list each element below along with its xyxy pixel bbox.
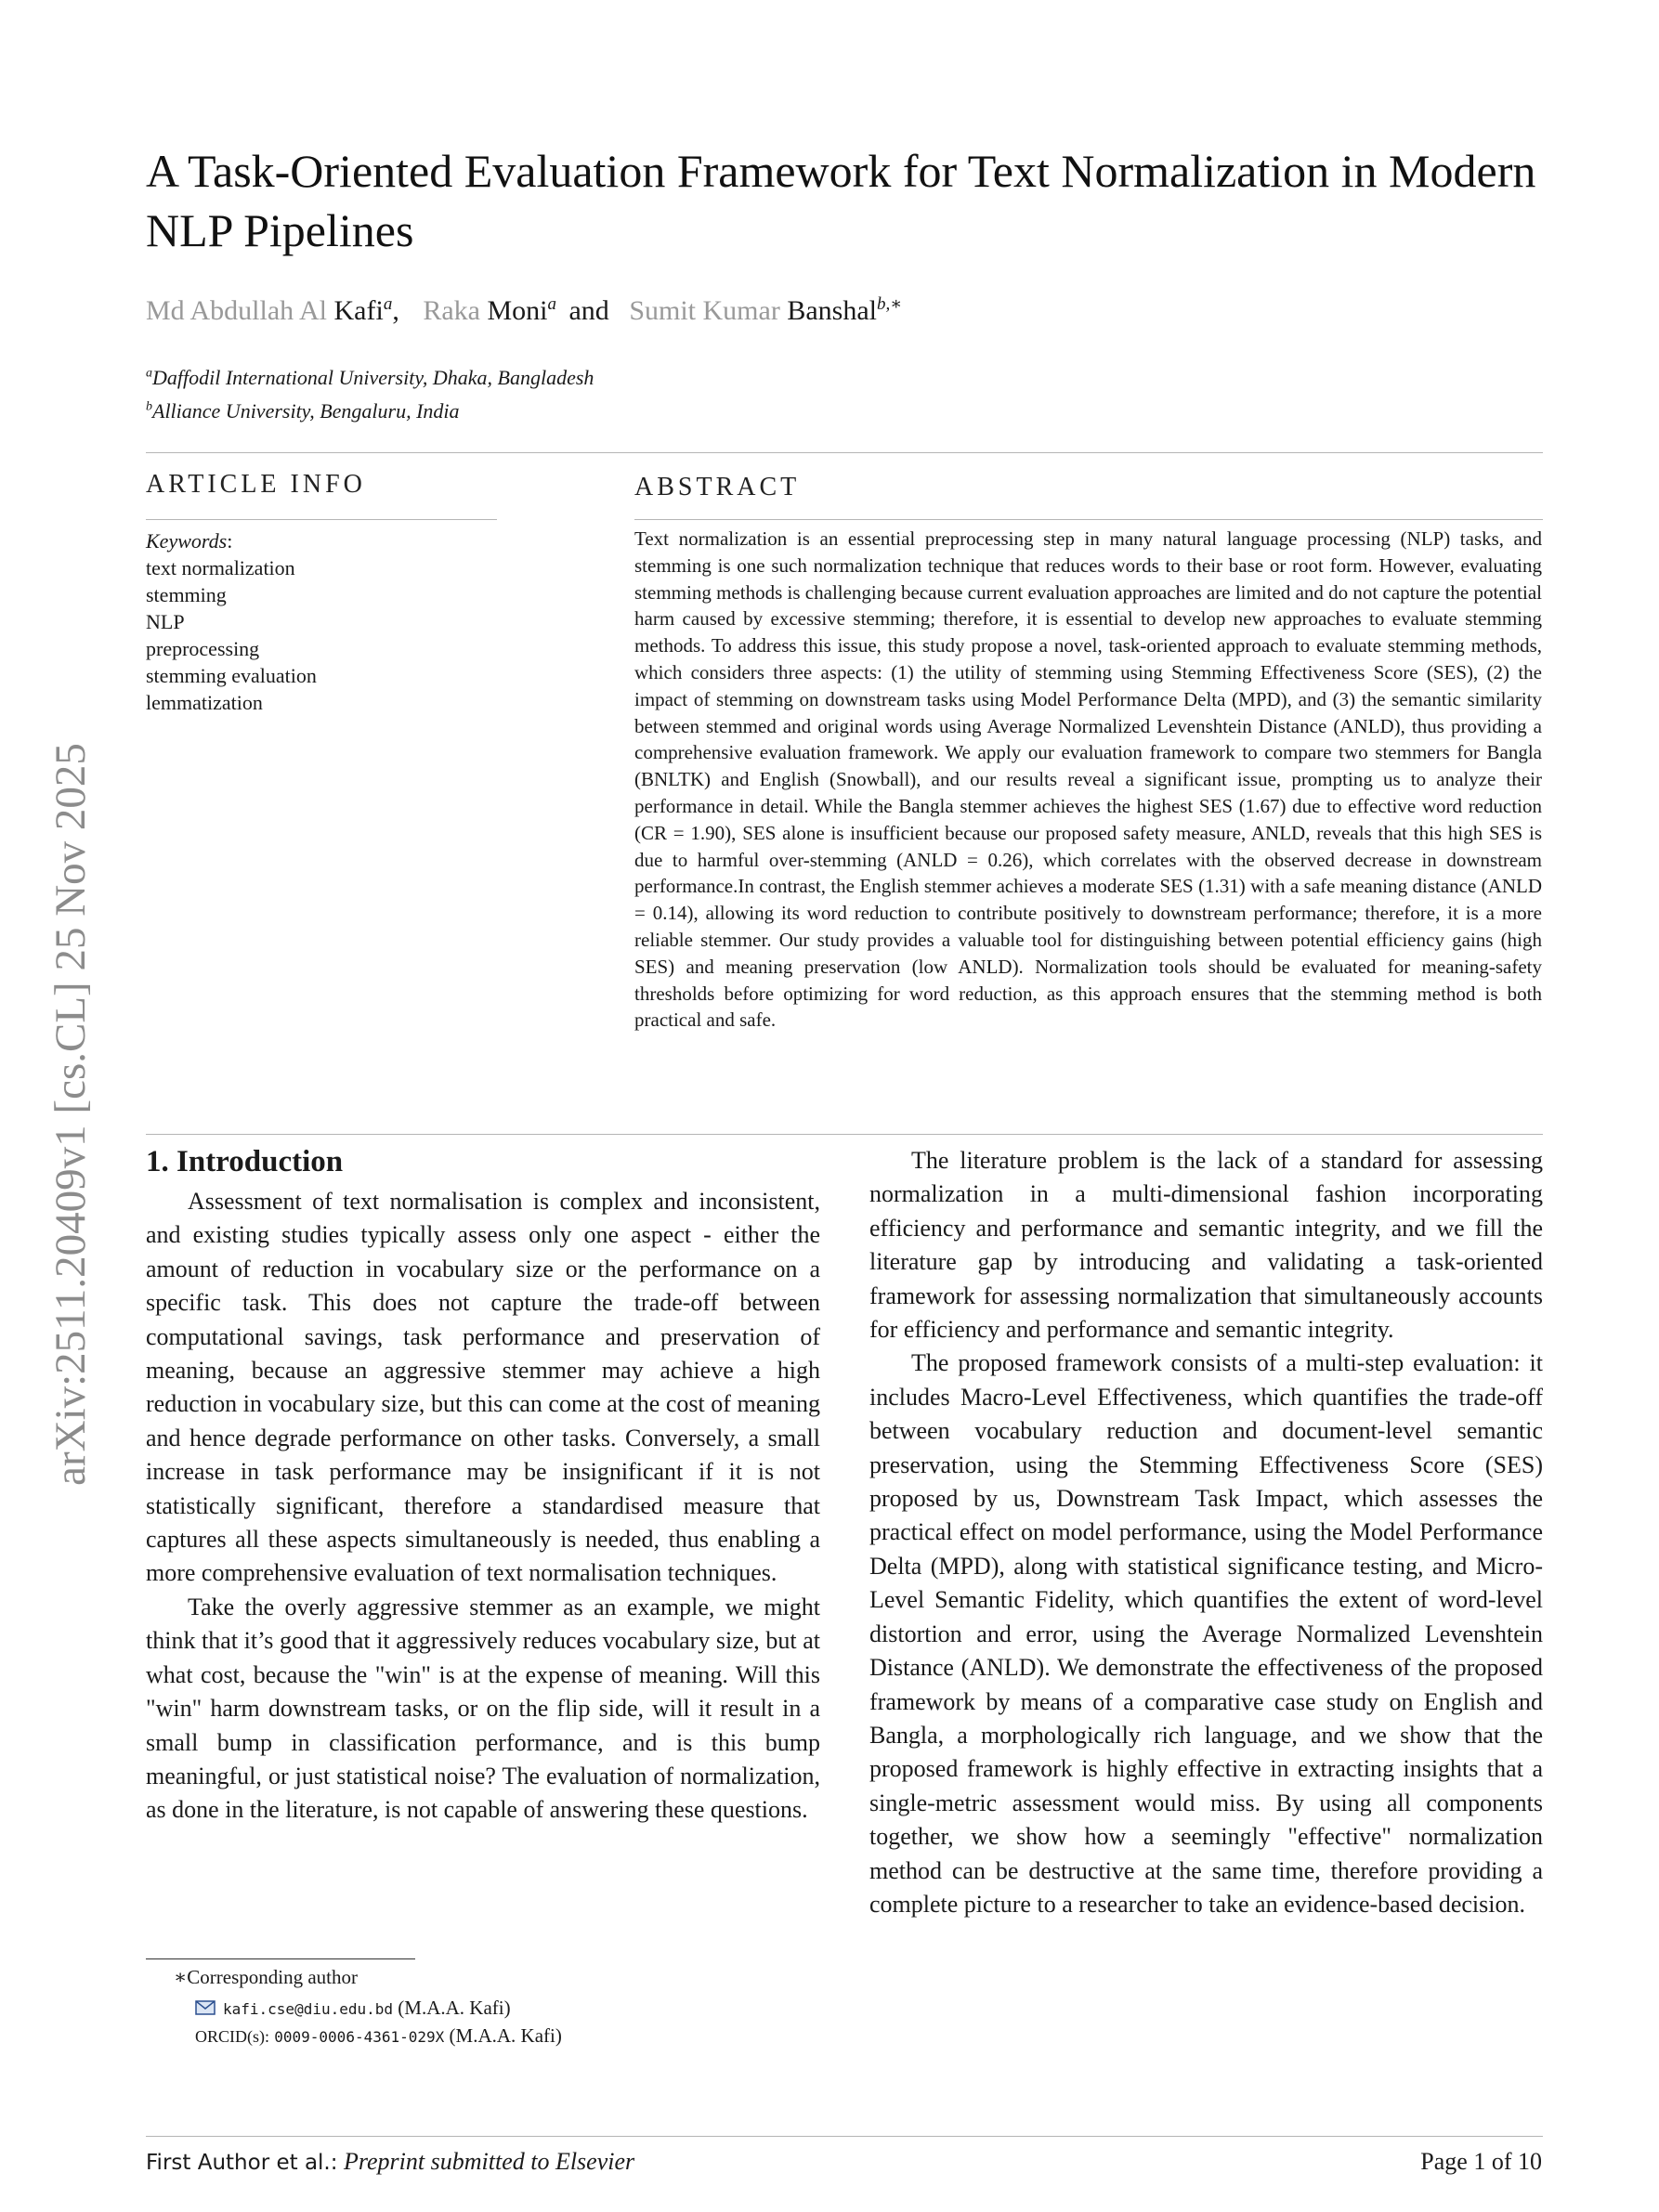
- author-family-name: Kafi: [333, 295, 384, 326]
- keyword[interactable]: stemming evaluation: [146, 664, 317, 687]
- section-heading-introduction: 1. Introduction: [146, 1145, 344, 1178]
- affiliation-mark: a: [383, 294, 393, 314]
- email-owner: (M.A.A. Kafi): [398, 1997, 511, 2019]
- footnote-email: [195, 1997, 511, 2020]
- paper-title: A Task-Oriented Evaluation Framework for Text Normalization in Modern NLP Pipelines: [146, 145, 1536, 256]
- keyword[interactable]: NLP: [146, 610, 185, 633]
- orcid-owner: (M.A.A. Kafi): [449, 2024, 562, 2047]
- keyword[interactable]: preprocessing: [146, 637, 260, 660]
- keyword[interactable]: lemmatization: [146, 691, 263, 714]
- affiliation-text: Daffodil International University, Dhaka, Bangladesh: [152, 366, 594, 389]
- footnote-corresponding: ∗Corresponding author: [174, 1966, 358, 1988]
- keywords-label: Keywords:: [146, 529, 233, 553]
- author-1[interactable]: [146, 295, 392, 326]
- author-list: Md Abdullah Al Kafi$^a$, Raka Moni$^a$ and Sumit Kumar Banshal$^{b,∗}$: [146, 294, 903, 326]
- author-given-name: Md Abdullah Al: [146, 295, 328, 326]
- envelope-icon: [195, 2000, 216, 2015]
- paragraph: The literature problem is the lack of a standard for assessing normalization in a multi-dimensional fashion incorporating efficiency and performance and semantic integrity, and we fill the literature gap by introducing and validating a task-oriented framework for assessing normalization that simultaneously accounts for efficiency and performance and semantic integrity.: [869, 1147, 1543, 1344]
- footer-left: [146, 2148, 634, 2176]
- abstract-heading: ABSTRACT: [634, 473, 801, 501]
- paragraph: Assessment of text normalisation is complex and inconsistent, and existing studies typically assess only one aspect - either the amount of reduction in vocabulary size or the performance on a specific task. This does not capture the trade-off between computational savings, task performance and preservation of meaning, because an aggressive stemmer may achieve a high reduction in vocabulary size, but this can come at the cost of meaning and hence degrade performance on other tasks. Conversely, a small increase in task performance may be insignificant if it is not statistically significant, therefore a standardised measure that captures all these aspects simultaneously is needed, thus enabling a more comprehensive evaluation of text normalisation techniques.: [146, 1188, 820, 1587]
- orcid-link[interactable]: 0009-0006-4361-029X: [274, 2028, 445, 2046]
- right-column: [869, 1144, 1543, 1921]
- author-given-name: Raka: [423, 295, 480, 326]
- paragraph: Take the overly aggressive stemmer as an example, we might think that it’s good that it aggressively reduces vocabulary size, but at what cost, because the "win" is at the expense of meaning. Will this "win" harm downstream tasks, or on the flip side, will it result in a small bump in classification performance, and is this bump meaningful, or just statistical noise? The evaluation of normalization, as done in the literature, is not capable of answering these questions.: [146, 1593, 820, 1824]
- affiliation-mark: b: [146, 399, 152, 414]
- affiliation-text: Alliance University, Bengaluru, India: [152, 399, 460, 423]
- footnote-rule: [146, 1958, 415, 1959]
- article-info-divider: [146, 519, 497, 520]
- footer-divider: [146, 2136, 1543, 2137]
- orcid-label: ORCID(s):: [195, 2027, 269, 2046]
- footer-author: First Author et al.:: [146, 2151, 338, 2175]
- header-divider: [146, 452, 1543, 453]
- paragraph: The proposed framework consists of a multi-step evaluation: it includes Macro-Level Effectiveness, which quantifies the trade-off between vocabulary reduction and document-level semantic preservation, using the Stemming Effectiveness Score (SES) proposed by us, Downstream Task Impact, which assesses the practical effect on model performance, using the Model Performance Delta (MPD), along with statistical significance testing, and Micro-Level Semantic Fidelity, which quantifies the extent of word-level distortion and error, using the Average Normalized Levenshtein Distance (ANLD). We demonstrate the effectiveness of the proposed framework by means of a comparative case study on English and Bangla, a morphologically rich language, and we show that the proposed framework is highly effective in extracting insights that a single-metric assessment would miss. By using all components together, we show how a seemingly "effective" normalization method can be destructive at the same time, therefore providing a complete picture to a researcher to take an evidence-based decision.: [869, 1349, 1543, 1918]
- abstract-text: Text normalization is an essential preprocessing step in many natural language processing (NLP) tasks, and stemming is one such normalization technique that reduces words to their base or root form. However, evaluating stemming methods is challenging because current evaluation approaches are limited and do not capture the potential harm caused by excessive stemming; therefore, it is essential to develop new approaches to evaluate stemming methods. To address this issue, this study propose a novel, task-oriented approach to evaluate stemming methods, which considers three aspects: (1) the utility of stemming using Stemming Effectiveness Score (SES), (2) the impact of stemming on downstream tasks using Model Performance Delta (MPD), and (3) the semantic similarity between stemmed and original words using Average Normalized Levenshtein Distance (ANLD), thus providing a comprehensive evaluation framework. We apply our evaluation framework to compare two stemmers for Bangla (BNLTK) and English (Snowball), and our results reveal a significant issue, prompting us to analyze their performance in detail. While the Bangla stemmer achieves the highest SES (1.67) due to effective word reduction (CR = 1.90), SES alone is insufficient because our proposed safety measure, ANLD, reveals that this high SES is due to harmful over-stemming (ANLD = 0.26), which correlates with the observed decrease in downstream performance.In contrast, the English stemmer achieves a moderate SES (1.31) with a safe meaning distance (ANLD = 0.14), allowing its word reduction to contribute positively to downstream performance; therefore, it is a more reliable stemmer. Our study provides a valuable tool for distinguishing between potential efficiency gains (high SES) and meaning preservation (low ANLD). Normalization tools should be evaluated for meaning-safety thresholds before optimizing for word reduction, as this approach ensures that the stemming method is both practical and safe.: [634, 527, 1542, 1032]
- article-info-heading: ARTICLE INFO: [146, 470, 366, 499]
- keyword[interactable]: stemming: [146, 583, 227, 606]
- affiliation-a: [146, 366, 594, 390]
- affiliation-mark: b,∗: [876, 294, 903, 314]
- abstract-divider: [634, 519, 1543, 520]
- author-3[interactable]: [629, 295, 902, 326]
- author-conjunction: and: [568, 295, 609, 326]
- abstract-bottom-divider: [146, 1134, 1543, 1135]
- affiliation-b: [146, 399, 460, 423]
- author-2[interactable]: [423, 295, 556, 326]
- keywords-block: [146, 527, 499, 716]
- left-column: [146, 1185, 820, 1828]
- page-number: Page 1 of 10: [1420, 2148, 1542, 2175]
- affiliation-mark: a: [146, 366, 152, 381]
- author-family-name: Moni: [487, 295, 548, 326]
- author-given-name: Sumit Kumar: [629, 295, 780, 326]
- footnote-orcid: [195, 2024, 562, 2048]
- email-link[interactable]: kafi.cse@diu.edu.bd: [223, 2000, 394, 2018]
- author-family-name: Banshal: [787, 295, 877, 326]
- affiliation-mark: a: [547, 294, 556, 314]
- footer-venue: Preprint submitted to Elsevier: [343, 2148, 635, 2175]
- arxiv-identifier: arXiv:2511.20409v1 [cs.CL] 25 Nov 2025: [46, 743, 95, 1486]
- keyword[interactable]: text normalization: [146, 556, 295, 579]
